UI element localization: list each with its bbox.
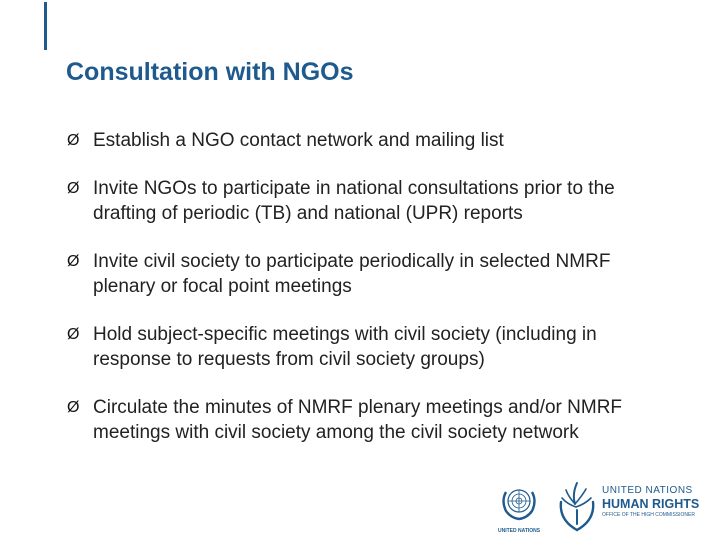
- ohchr-line-2: HUMAN RIGHTS: [602, 497, 700, 511]
- slide-title: Consultation with NGOs: [66, 58, 354, 86]
- ohchr-wordmark: [602, 485, 699, 519]
- bullet-text: Establish a NGO contact network and mailing list: [93, 130, 504, 151]
- bullet-text: Invite NGOs to participate in national consultations prior to the drafting of periodic (TB) and national (UPR) reports: [93, 178, 615, 224]
- un-caption: UNITED NATIONS: [498, 528, 541, 534]
- bullet-list: [67, 128, 667, 468]
- bullet-item: [67, 322, 667, 372]
- bullet-item: [67, 249, 667, 299]
- bullet-item: [67, 395, 667, 445]
- footer-logos: [498, 478, 708, 536]
- arrow-bullet-icon: Ø: [67, 326, 80, 343]
- arrow-bullet-icon: Ø: [67, 399, 80, 416]
- title-accent-bar: [44, 2, 47, 50]
- bullet-text: Circulate the minutes of NMRF plenary meetings and/or NMRF meetings with civil society among the civil society network: [93, 397, 623, 443]
- bullet-item: [67, 176, 667, 226]
- arrow-bullet-icon: Ø: [67, 180, 80, 197]
- ohchr-line-1: UNITED NATIONS: [602, 485, 693, 496]
- ohchr-line-3: OFFICE OF THE HIGH COMMISSIONER: [602, 512, 695, 518]
- bullet-text: Hold subject-specific meetings with civil society (including in response to requests from civil society groups): [93, 324, 597, 370]
- arrow-bullet-icon: Ø: [67, 132, 80, 149]
- arrow-bullet-icon: Ø: [67, 253, 80, 270]
- human-rights-emblem-icon: [554, 480, 600, 534]
- un-emblem-icon: [498, 478, 540, 526]
- bullet-text: Invite civil society to participate periodically in selected NMRF plenary or focal point meetings: [93, 251, 611, 297]
- bullet-item: [67, 128, 667, 153]
